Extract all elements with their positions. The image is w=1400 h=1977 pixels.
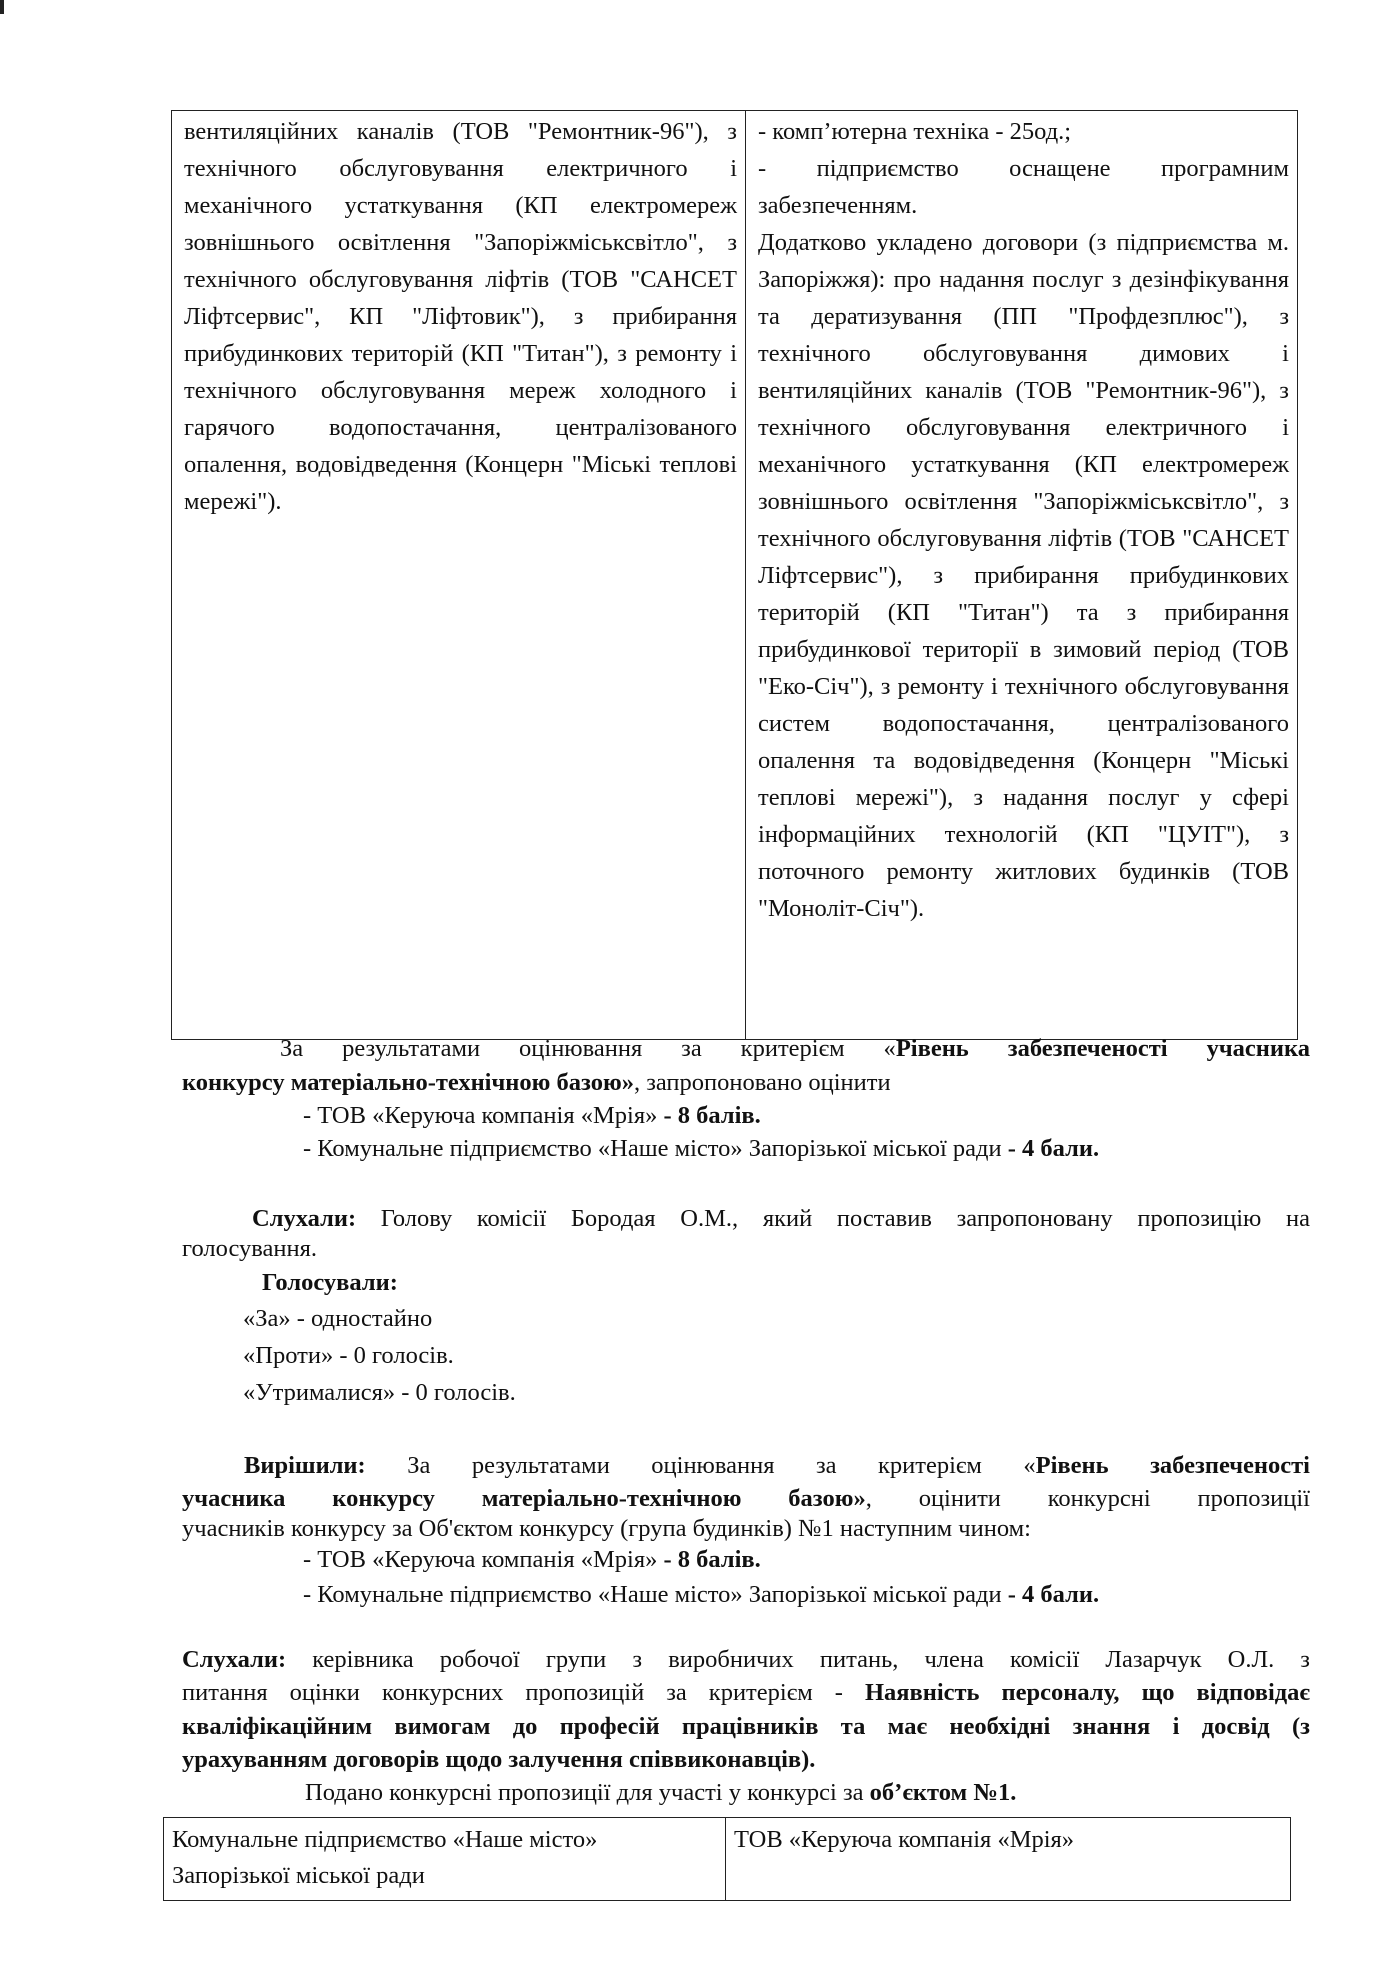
participant-municipal: Комунальне підприємство «Наше місто» Запорізької міської ради	[164, 1818, 726, 1901]
decided-line-1: Вирішили: За результатами оцінювання за критерієм «Рівень забезпеченості	[244, 1452, 1310, 1479]
decided-line-3: учасників конкурсу за Об'єктом конкурсу (група будинків) №1 наступним чином:	[182, 1515, 1031, 1542]
right-item-computers: - комп’ютерна техніка - 25од.;	[758, 118, 1072, 145]
voted-label: Голосували:	[262, 1269, 398, 1296]
decided-bullet-1: - ТОВ «Керуюча компанія «Мрія» - 8 балів.	[303, 1546, 761, 1573]
right-item-contracts: Додатково укладено договори (з підприємства м. Запоріжжя): про надання послуг з дезінфікування та дератизування (ПП "Профдезплюс"), з технічного обслуговування димових і вентиляційних каналів (ТОВ "Ремонтник-96"), з технічного обслуговування електричного і механічного устаткування (КП електромереж зовнішнього освітлення "Запоріжміськсвітло", з технічного обслуговування ліфтів (ТОВ "САНСЕТ Ліфтсервис"), з прибирання прибудинкових територій (КП "Титан") та з прибирання прибудинкової території в зимовий період (ТОВ "Еко-Січ"), з ремонту і технічного обслуговування систем водопостачання, централізованого опалення та водовідведення (Концерн "Міські теплові мережі"), з надання послуг у сфері інформаційних технологій (КП "ЦУІТ"), з поточного ремонту житлових будинків (ТОВ "Моноліт-Січ").	[758, 229, 1289, 922]
left-cell-text: вентиляційних каналів (ТОВ "Ремонтник-96"), з технічного обслуговування електричного і механічного устаткування (КП електромереж зовнішнього освітлення "Запоріжміськсвітло", з технічного обслуговування ліфтів (ТОВ "САНСЕТ Ліфтсервис", КП "Ліфтовик"), з прибирання прибудинкових територій (КП "Титан"), з ремонту і технічного обслуговування мереж холодного і гарячого водопостачання, централізованого опалення, водовідведення (Концерн "Міські теплові мережі").	[184, 118, 737, 515]
eval-bullet-1: - ТОВ «Керуюча компанія «Мрія» - 8 балів.	[303, 1102, 761, 1129]
vote-abstained: «Утрималися» - 0 голосів.	[243, 1379, 516, 1406]
heard2-line-3: кваліфікаційним вимогам до професій працівників та має необхідні знання і досвід (з	[182, 1713, 1310, 1740]
table-cell-left	[172, 111, 746, 1040]
decided-bullet-2: - Комунальне підприємство «Наше місто» Запорізької міської ради - 4 бали.	[303, 1581, 1100, 1608]
submitted-line: Подано конкурсні пропозиції для участі у конкурсі за об’єктом №1.	[305, 1779, 1017, 1806]
heard-line-1: Слухали: Голову комісії Бородая О.М., який поставив запропоновану пропозицію на	[252, 1205, 1310, 1232]
eval-line-2: конкурсу матеріально-технічною базою», запропоновано оцінити	[182, 1069, 891, 1096]
contracts-table	[171, 110, 1298, 1040]
vote-for: «За» - одностайно	[243, 1305, 433, 1332]
right-item-software: - підприємство оснащене програмним забезпеченням.	[758, 155, 1289, 219]
eval-bullet-2: - Комунальне підприємство «Наше місто» Запорізької міської ради - 4 бали.	[303, 1135, 1100, 1162]
vote-against: «Проти» - 0 голосів.	[243, 1342, 454, 1369]
heard-line-2: голосування.	[182, 1235, 317, 1262]
participants-table	[163, 1817, 1291, 1901]
heard2-line-2: питання оцінки конкурсних пропозицій за критерієм - Наявність персоналу, що відповідає	[182, 1679, 1310, 1706]
heard2-line-1: Слухали: керівника робочої групи з виробничих питань, члена комісії Лазарчук О.Л. з	[182, 1646, 1310, 1673]
eval-line-1: За результатами оцінювання за критерієм «Рівень забезпеченості учасника	[280, 1035, 1310, 1062]
table-cell-right	[746, 111, 1298, 1040]
heard2-line-4: урахуванням договорів щодо залучення співвиконавців).	[182, 1746, 816, 1773]
decided-line-2: учасника конкурсу матеріально-технічною базою», оцінити конкурсні пропозиції	[182, 1485, 1310, 1512]
participant-mriya: ТОВ «Керуюча компанія «Мрія»	[726, 1818, 1291, 1901]
